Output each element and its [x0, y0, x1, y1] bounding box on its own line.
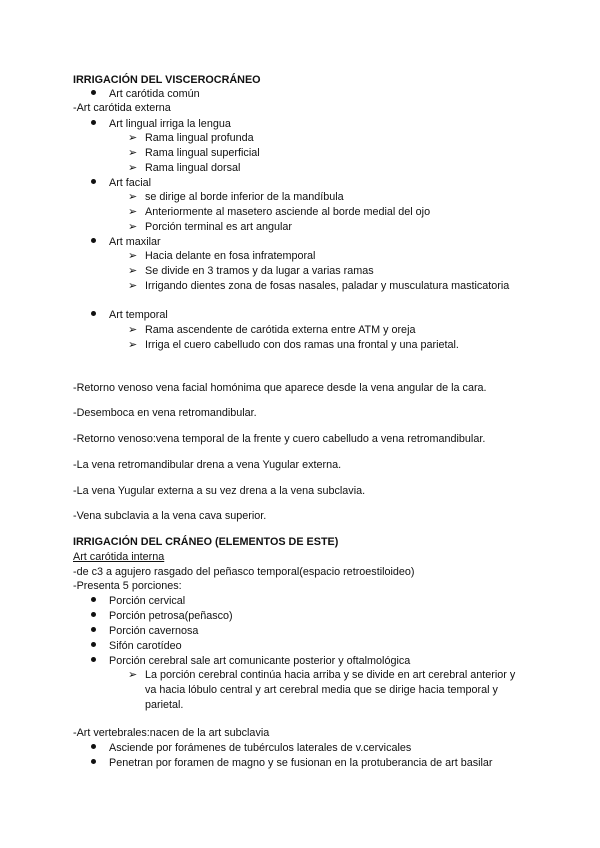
arrow-bullet-icon: ➢: [128, 280, 138, 292]
bullet-icon: [91, 624, 96, 638]
bullet-icon: [91, 639, 96, 653]
bullet-icon: [91, 117, 96, 131]
sub-list-item: se dirige al borde inferior de la mandíbula: [145, 191, 344, 203]
sub-list-item: Rama lingual profunda: [145, 132, 254, 144]
list-item: Sifón carotídeo: [109, 640, 182, 652]
section-title-craneo: IRRIGACIÓN DEL CRÁNEO (ELEMENTOS DE ESTE): [73, 536, 339, 548]
text-line: -de c3 a agujero rasgado del peñasco temporal(espacio retroestiloideo): [73, 566, 415, 578]
arrow-bullet-icon: ➢: [128, 339, 138, 351]
text-line: -Art vertebrales:nacen de la art subclavia: [73, 727, 270, 739]
section-title-viscerocraneo: IRRIGACIÓN DEL VISCEROCRÁNEO: [73, 74, 261, 86]
arrow-bullet-icon: ➢: [128, 324, 138, 336]
list-item: Art carótida común: [109, 88, 200, 100]
sub-list-item: La porción cerebral continúa hacia arriba y se divide en art cerebral anterior y: [145, 669, 516, 681]
arrow-bullet-icon: ➢: [128, 147, 138, 159]
sub-list-item: Hacia delante en fosa infratemporal: [145, 250, 316, 262]
bullet-icon: [91, 87, 96, 101]
bullet-icon: [91, 654, 96, 668]
list-item: Porción cervical: [109, 595, 186, 607]
sub-list-item: Rama lingual dorsal: [145, 162, 241, 174]
arrow-bullet-icon: ➢: [128, 669, 138, 681]
list-item: Art lingual irriga la lengua: [109, 118, 231, 130]
list-item: Art maxilar: [109, 236, 161, 248]
paragraph: -La vena Yugular externa a su vez drena a la vena subclavia.: [73, 485, 366, 497]
arrow-bullet-icon: ➢: [128, 191, 138, 203]
list-item: Porción cavernosa: [109, 625, 199, 637]
list-item: Art facial: [109, 177, 152, 189]
list-item: Penetran por foramen de magno y se fusionan en la protuberancia de art basilar: [109, 757, 493, 769]
arrow-bullet-icon: ➢: [128, 250, 138, 262]
arrow-bullet-icon: ➢: [128, 206, 138, 218]
bullet-icon: [91, 594, 96, 608]
list-item: Porción petrosa(peñasco): [109, 610, 233, 622]
sub-list-item: Rama lingual superficial: [145, 147, 260, 159]
arrow-bullet-icon: ➢: [128, 265, 138, 277]
sub-list-item: Rama ascendente de carótida externa entre ATM y oreja: [145, 324, 416, 336]
bullet-icon: [91, 741, 96, 755]
subheading: Art carótida interna: [73, 551, 165, 563]
paragraph: -Vena subclavia a la vena cava superior.: [73, 510, 267, 522]
text-line: -Presenta 5 porciones:: [73, 580, 182, 592]
list-item: Porción cerebral sale art comunicante posterior y oftalmológica: [109, 655, 411, 667]
sub-list-item: Anteriormente al masetero asciende al borde medial del ojo: [145, 206, 431, 218]
paragraph: -Retorno venoso:vena temporal de la frente y cuero cabelludo a vena retromandibular.: [73, 433, 486, 445]
bullet-icon: [91, 235, 96, 249]
arrow-bullet-icon: ➢: [128, 162, 138, 174]
sub-list-item: Porción terminal es art angular: [145, 221, 293, 233]
text-line: -Art carótida externa: [73, 102, 171, 114]
sub-list-item: Irriga el cuero cabelludo con dos ramas una frontal y una parietal.: [145, 339, 459, 351]
list-item: Art temporal: [109, 309, 168, 321]
bullet-icon: [91, 176, 96, 190]
list-item: Asciende por forámenes de tubérculos laterales de v.cervicales: [109, 742, 412, 754]
arrow-bullet-icon: ➢: [128, 221, 138, 233]
sub-list-item-continuation: parietal.: [145, 699, 184, 711]
sub-list-item: Irrigando dientes zona de fosas nasales, paladar y musculatura masticatoria: [145, 280, 510, 292]
arrow-bullet-icon: ➢: [128, 132, 138, 144]
sub-list-item-continuation: va hacia lóbulo central y art cerebral media que se dirige hacia temporal y: [145, 684, 498, 696]
bullet-icon: [91, 756, 96, 770]
paragraph: -Desemboca en vena retromandibular.: [73, 407, 257, 419]
bullet-icon: [91, 609, 96, 623]
sub-list-item: Se divide en 3 tramos y da lugar a varias ramas: [145, 265, 374, 277]
bullet-icon: [91, 308, 96, 322]
paragraph: -Retorno venoso vena facial homónima que aparece desde la vena angular de la cara.: [73, 382, 487, 394]
paragraph: -La vena retromandibular drena a vena Yugular externa.: [73, 459, 342, 471]
